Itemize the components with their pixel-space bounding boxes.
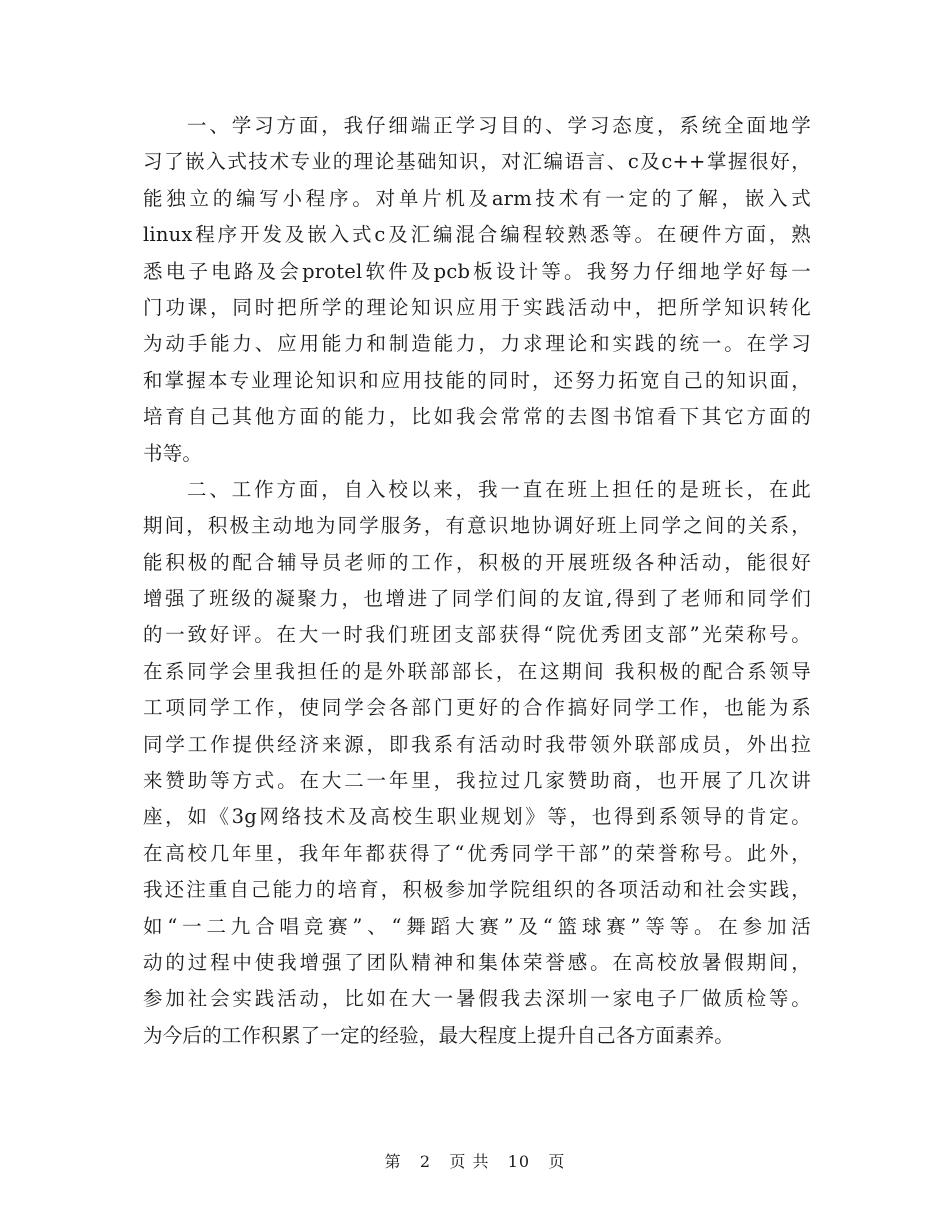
total-page-count: 10 (507, 1152, 531, 1171)
text-line: 在高校几年里，我年年都获得了“优秀同学干部”的荣誉称号。此外， (143, 841, 811, 865)
footer-middle: 页 共 (449, 1152, 490, 1171)
text-line: 的一致好评。在大一时我们班团支部获得“院优秀团支部”光荣称号。 (143, 623, 811, 647)
current-page-number: 2 (419, 1152, 432, 1171)
text-line: 来赞助等方式。在大二一年里，我拉过几家赞助商，也开展了几次讲 (143, 769, 811, 793)
text-line: 参加社会实践活动，比如在大一暑假我去深圳一家电子厂做质检等。 (143, 987, 811, 1011)
text-line: 门功课，同时把所学的理论知识应用于实践活动中，把所学知识转化 (143, 295, 811, 319)
footer-suffix: 页 (548, 1152, 566, 1171)
text-line: 增强了班级的凝聚力，也增进了同学们间的友谊,得到了老师和同学们 (143, 587, 811, 611)
text-line: 和掌握本专业理论知识和应用技能的同时，还努力拓宽自己的知识面， (143, 368, 811, 392)
text-line: 动的过程中使我增强了团队精神和集体荣誉感。在高校放暑假期间， (143, 950, 811, 974)
text-line: 工项同学工作，使同学会各部门更好的合作搞好同学工作，也能为系 (143, 696, 811, 720)
text-line: 期间，积极主动地为同学服务，有意识地协调好班上同学之间的关系， (143, 514, 811, 538)
text-line: 一、学习方面，我仔细端正学习目的、学习态度，系统全面地学 (187, 114, 811, 137)
document-body (143, 108, 811, 1054)
text-line: 书等。 (143, 441, 203, 465)
paragraph-work (143, 472, 811, 1054)
text-line: 如“一二九合唱竞赛”、“舞蹈大赛”及“篮球赛”等等。在参加活 (143, 914, 811, 938)
text-line: 在系同学会里我担任的是外联部部长，在这期间 我积极的配合系领导 (143, 659, 811, 683)
text-line: 习了嵌入式技术专业的理论基础知识，对汇编语言、c及c++掌握很好， (143, 150, 811, 174)
text-line: linux程序开发及嵌入式c及汇编混合编程较熟悉等。在硬件方面，熟 (143, 223, 811, 247)
text-line: 能积极的配合辅导员老师的工作，积极的开展班级各种活动，能很好 (143, 550, 811, 574)
text-line: 能独立的编写小程序。对单片机及arm技术有一定的了解，嵌入式 (143, 186, 811, 210)
text-line: 悉电子电路及会protel软件及pcb板设计等。我努力仔细地学好每一 (143, 259, 811, 283)
text-line: 我还注重自己能力的培育，积极参加学院组织的各项活动和社会实践， (143, 878, 811, 902)
text-line: 培育自己其他方面的能力，比如我会常常的去图书馆看下其它方面的 (143, 405, 811, 429)
page-footer (0, 1152, 950, 1172)
paragraph-study (143, 108, 811, 472)
text-line: 为今后的工作积累了一定的经验，最大程度上提升自己各方面素养。 (143, 1023, 735, 1047)
footer-prefix: 第 (384, 1152, 402, 1171)
text-line: 二、工作方面，自入校以来，我一直在班上担任的是班长，在此 (187, 477, 811, 501)
text-line: 为动手能力、应用能力和制造能力，力求理论和实践的统一。在学习 (143, 332, 811, 356)
text-line: 座，如《3g网络技术及高校生职业规划》等，也得到系领导的肯定。 (143, 805, 811, 829)
text-line: 同学工作提供经济来源，即我系有活动时我带领外联部成员，外出拉 (143, 732, 811, 756)
